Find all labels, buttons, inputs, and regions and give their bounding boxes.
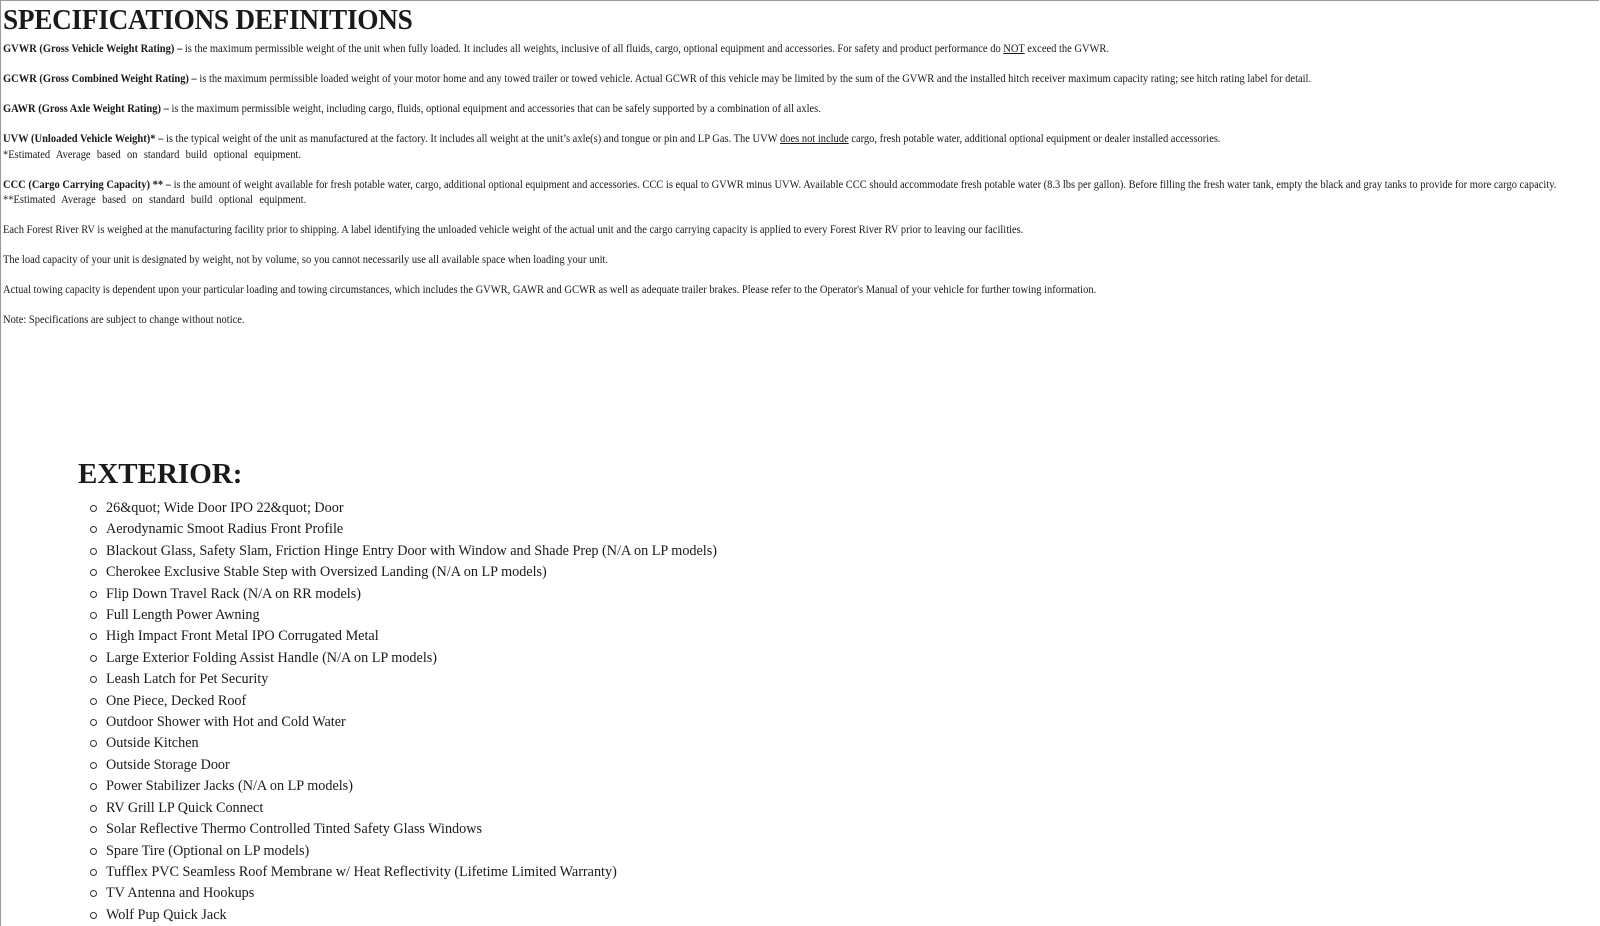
list-item-label: Outdoor Shower with Hot and Cold Water bbox=[106, 714, 346, 731]
list-item bbox=[106, 712, 717, 733]
list-item-label: High Impact Front Metal IPO Corrugated Metal bbox=[106, 628, 379, 645]
list-item bbox=[106, 669, 717, 690]
ccc-term: CCC (Cargo Carrying Capacity) ** – bbox=[3, 178, 171, 191]
list-item-label: Blackout Glass, Safety Slam, Friction Hinge Entry Door with Window and Shade Prep (N/A on LP models) bbox=[106, 542, 717, 559]
list-item-label: Power Stabilizer Jacks (N/A on LP models) bbox=[106, 778, 353, 795]
list-item bbox=[106, 562, 717, 583]
list-item-label: Tufflex PVC Seamless Roof Membrane w/ Heat Reflectivity (Lifetime Limited Warranty) bbox=[106, 863, 617, 880]
uvw-tail: cargo, fresh potable water, additional optional equipment or dealer installed accessories. bbox=[848, 133, 1221, 145]
gcwr-text: is the maximum permissible loaded weight of your motor home and any towed trailer or towed vehicle. Actual GCWR of this vehicle may be limited by the sum of the GVWR and the installed hitch receiver maximum capacity rating; see hitch rating label for detail. bbox=[196, 73, 1312, 85]
list-item-label: 26&quot; Wide Door IPO 22&quot; Door bbox=[106, 500, 344, 516]
uvw-text: is the typical weight of the unit as manufactured at the factory. It includes all weight at the unit’s axle(s) and tongue or pin and LP Gas. The UVW bbox=[163, 133, 780, 145]
list-item-label: Aerodynamic Smoot Radius Front Profile bbox=[106, 521, 344, 538]
circle-bullet-icon bbox=[90, 698, 97, 705]
gcwr-term: GCWR (Gross Combined Weight Rating) – bbox=[3, 73, 197, 85]
circle-bullet-icon bbox=[90, 890, 97, 897]
list-item-label: Leash Latch for Pet Security bbox=[106, 671, 269, 688]
ccc-definition bbox=[3, 178, 1557, 194]
list-item-label: Large Exterior Folding Assist Handle (N/A on LP models) bbox=[106, 649, 438, 666]
circle-bullet-icon bbox=[90, 655, 97, 662]
list-item bbox=[106, 691, 717, 712]
list-item-label: Spare Tire (Optional on LP models) bbox=[106, 842, 310, 859]
gvwr-definition bbox=[3, 42, 1470, 58]
circle-bullet-icon bbox=[90, 719, 97, 726]
uvw-definition bbox=[3, 132, 1470, 148]
specifications-note: Note: Specifications are subject to change without notice. bbox=[3, 314, 245, 326]
circle-bullet-icon bbox=[90, 762, 97, 769]
list-item bbox=[106, 519, 717, 540]
circle-bullet-icon bbox=[90, 869, 97, 876]
gawr-text: is the maximum permissible weight, including cargo, fluids, optional equipment and accessories that can be safely supported by a combination of all axles. bbox=[168, 103, 821, 115]
list-item-label: Full Length Power Awning bbox=[106, 607, 260, 624]
list-item bbox=[106, 841, 717, 862]
list-item-label: Outside Kitchen bbox=[106, 735, 199, 752]
definitions-section bbox=[3, 42, 1598, 343]
list-item bbox=[106, 626, 717, 647]
gawr-term: GAWR (Gross Axle Weight Rating) – bbox=[3, 103, 169, 115]
weighed-paragraph: Each Forest River RV is weighed at the manufacturing facility prior to shipping. A label identifying the unloaded vehicle weight of the actual unit and the cargo carrying capacity is applied to every Forest River RV prior to leaving our facilities. bbox=[3, 224, 1024, 236]
circle-bullet-icon bbox=[90, 783, 97, 790]
list-item bbox=[106, 798, 717, 819]
exterior-features-list bbox=[78, 498, 717, 926]
list-item bbox=[106, 648, 717, 669]
circle-bullet-icon bbox=[90, 805, 97, 812]
circle-bullet-icon bbox=[90, 826, 97, 833]
circle-bullet-icon bbox=[90, 505, 97, 512]
circle-bullet-icon bbox=[90, 548, 97, 555]
list-item bbox=[106, 819, 717, 840]
circle-bullet-icon bbox=[90, 569, 97, 576]
circle-bullet-icon bbox=[90, 740, 97, 747]
list-item bbox=[106, 776, 717, 797]
gvwr-term: GVWR (Gross Vehicle Weight Rating) – bbox=[3, 43, 183, 55]
list-item bbox=[106, 862, 717, 883]
circle-bullet-icon bbox=[90, 633, 97, 640]
list-item bbox=[106, 883, 717, 904]
list-item bbox=[106, 498, 717, 519]
list-item bbox=[106, 605, 717, 626]
gvwr-text: is the maximum permissible weight of the unit when fully loaded. It includes all weights, inclusive of all fluids, cargo, optional equipment and accessories. For safety and product performance do bbox=[182, 43, 1004, 55]
circle-bullet-icon bbox=[90, 912, 97, 919]
uvw-footnote: *Estimated Average based on standard build optional equipment. bbox=[3, 148, 301, 161]
ccc-text: is the amount of weight available for fresh potable water, cargo, additional optional equipment and accessories. CCC is equal to GVWR minus UVW. Available CCC should accommodate fresh potable water (8.3 lbs per gallon). Before filling the fresh water tank, empty the black and gray tanks to provide for more cargo capacity. bbox=[170, 178, 1557, 191]
list-item bbox=[106, 905, 717, 926]
list-item-label: TV Antenna and Hookups bbox=[106, 885, 255, 902]
gvwr-tail: exceed the GVWR. bbox=[1024, 43, 1110, 55]
list-item-label: Cherokee Exclusive Stable Step with Oversized Landing (N/A on LP models) bbox=[106, 564, 547, 581]
list-item-label: One Piece, Decked Roof bbox=[106, 692, 247, 709]
uvw-emphasis: does not include bbox=[779, 133, 849, 145]
list-item-label: Outside Storage Door bbox=[106, 756, 230, 773]
gcwr-definition bbox=[3, 72, 1470, 88]
towing-paragraph: Actual towing capacity is dependent upon your particular loading and towing circumstances, which includes the GVWR, GAWR and GCWR as well as adequate trailer brakes. Please refer to the Operator's Manual of your vehicle for further towing information. bbox=[3, 284, 1097, 296]
gawr-definition bbox=[3, 102, 1470, 118]
gvwr-emphasis: NOT bbox=[1003, 43, 1025, 55]
list-item-label: RV Grill LP Quick Connect bbox=[106, 799, 264, 816]
list-item bbox=[106, 755, 717, 776]
uvw-term: UVW (Unloaded Vehicle Weight)* – bbox=[3, 133, 164, 145]
ccc-footnote: **Estimated Average based on standard build optional equipment. bbox=[3, 194, 307, 206]
list-item bbox=[106, 584, 717, 605]
list-item-label: Flip Down Travel Rack (N/A on RR models) bbox=[106, 585, 361, 602]
circle-bullet-icon bbox=[90, 591, 97, 598]
list-item bbox=[106, 541, 717, 562]
circle-bullet-icon bbox=[90, 676, 97, 683]
circle-bullet-icon bbox=[90, 612, 97, 619]
exterior-title: EXTERIOR: bbox=[78, 458, 243, 490]
spec-definitions-title: SPECIFICATIONS DEFINITIONS bbox=[3, 4, 413, 36]
list-item-label: Wolf Pup Quick Jack bbox=[106, 906, 227, 923]
load-capacity-paragraph: The load capacity of your unit is designated by weight, not by volume, so you cannot necessarily use all available space when loading your unit. bbox=[3, 254, 609, 266]
circle-bullet-icon bbox=[90, 848, 97, 855]
list-item-label: Solar Reflective Thermo Controlled Tinted Safety Glass Windows bbox=[106, 821, 483, 838]
circle-bullet-icon bbox=[90, 526, 97, 533]
list-item bbox=[106, 733, 717, 754]
